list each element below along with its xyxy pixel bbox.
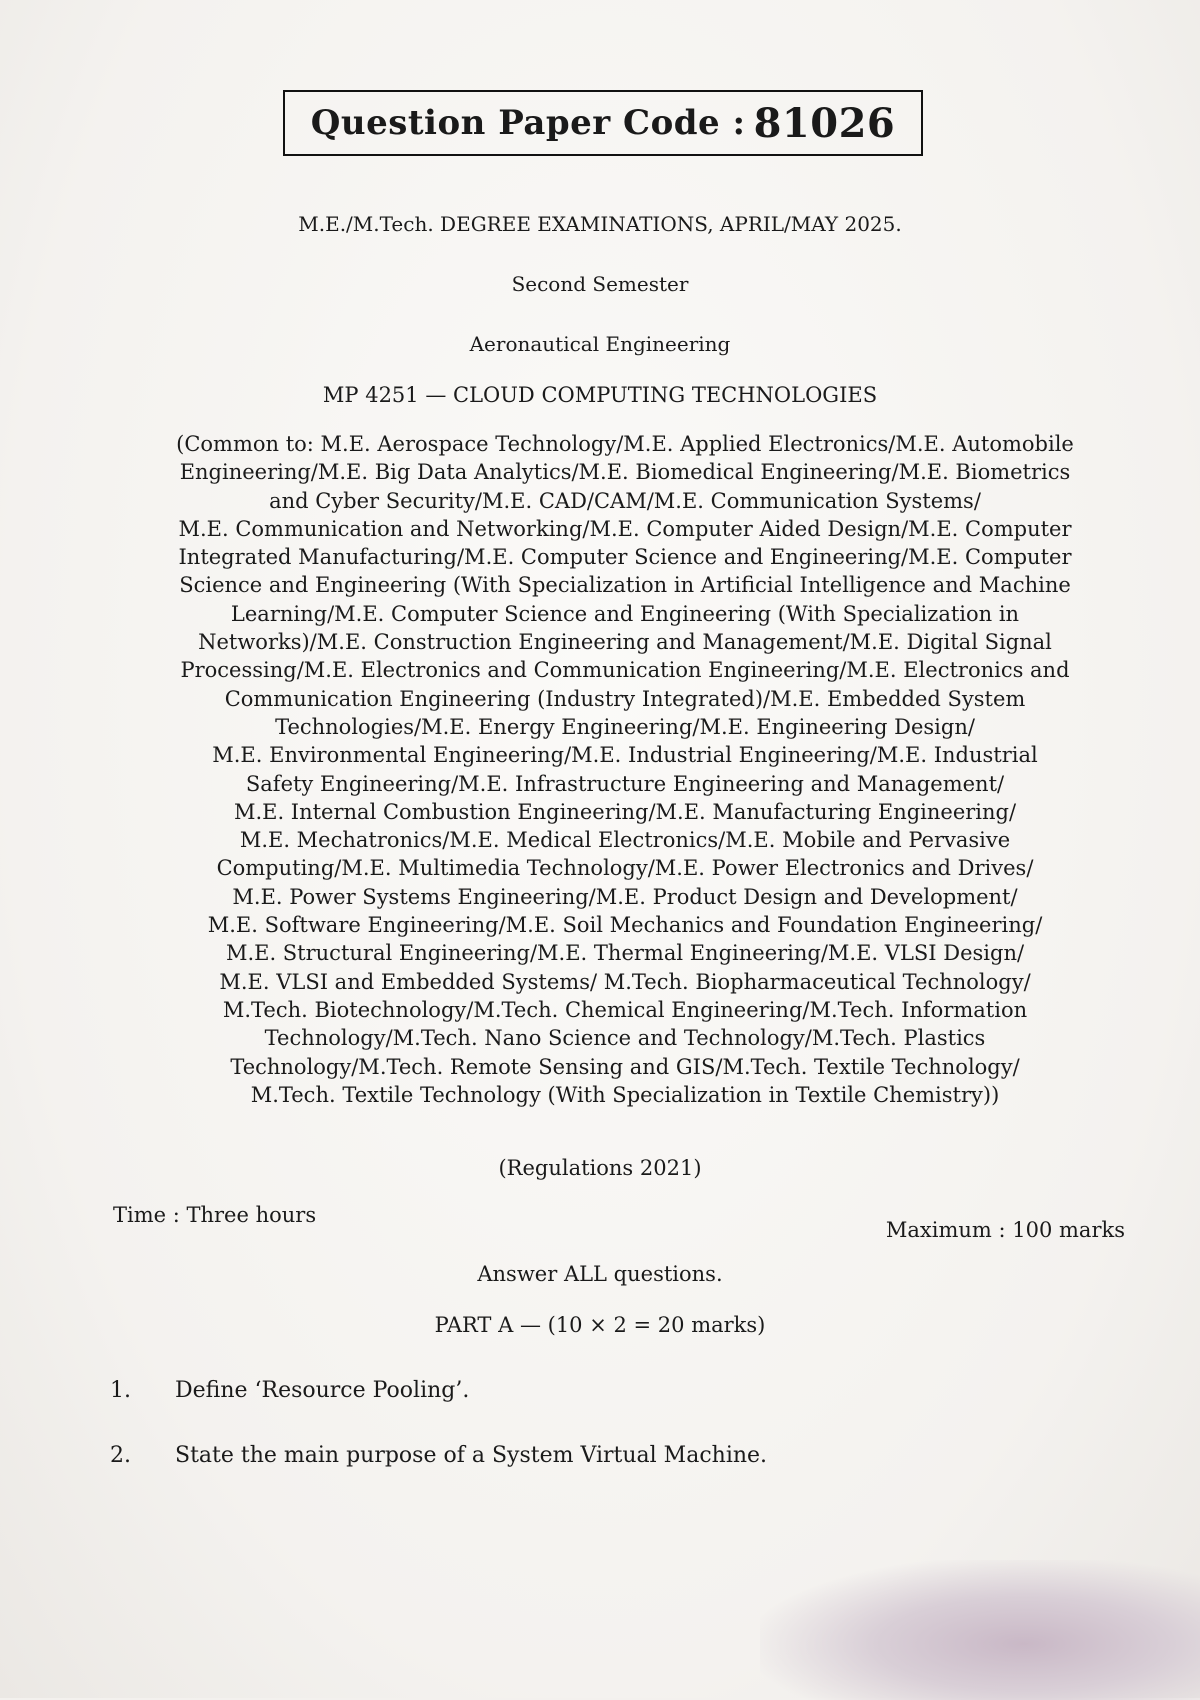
common-to-line: Technology/M.Tech. Nano Science and Technology/M.Tech. Plastics: [264, 1026, 986, 1051]
common-to-line: Science and Engineering (With Specialization in Artificial Intelligence and Machine: [179, 573, 1071, 598]
common-to-line: M.E. Internal Combustion Engineering/M.E. Manufacturing Engineering/: [233, 799, 1017, 824]
common-to-line: M.E. Communication and Networking/M.E. Computer Aided Design/M.E. Computer: [178, 516, 1072, 541]
common-to-line: M.E. Power Systems Engineering/M.E. Product Design and Development/: [232, 884, 1018, 909]
maximum-marks: Maximum : 100 marks: [885, 1218, 1125, 1242]
degree-title: M.E./M.Tech. DEGREE EXAMINATIONS, APRIL/MAY 2025.: [298, 212, 902, 236]
common-to-line: Engineering/M.E. Big Data Analytics/M.E. Biomedical Engineering/M.E. Biometrics: [179, 460, 1071, 485]
department: Aeronautical Engineering: [469, 332, 731, 356]
question-number: 1.: [110, 1378, 131, 1403]
common-to-line: Computing/M.E. Multimedia Technology/M.E. Power Electronics and Drives/: [216, 856, 1034, 881]
common-to-line: Integrated Manufacturing/M.E. Computer Science and Engineering/M.E. Computer: [178, 545, 1072, 570]
question-item: [110, 1378, 469, 1403]
question-paper-code-box: [283, 90, 923, 156]
semester: Second Semester: [511, 272, 689, 296]
code-value: 81026: [753, 99, 896, 147]
question-text: Define ‘Resource Pooling’.: [175, 1378, 470, 1403]
question-number: 2.: [110, 1443, 131, 1468]
scan-smudge: [760, 1560, 1200, 1700]
common-to-line: M.E. VLSI and Embedded Systems/ M.Tech. Biopharmaceutical Technology/: [219, 969, 1031, 994]
instruction: Answer ALL questions.: [477, 1262, 723, 1286]
common-to-line: M.E. Structural Engineering/M.E. Thermal Engineering/M.E. VLSI Design/: [225, 941, 1025, 966]
common-to-line: M.E. Mechatronics/M.E. Medical Electronics/M.E. Mobile and Pervasive: [239, 828, 1011, 853]
part-heading: PART A — (10 × 2 = 20 marks): [434, 1313, 766, 1337]
regulations: (Regulations 2021): [498, 1156, 702, 1180]
time-allowed: Time : Three hours: [113, 1203, 317, 1227]
code-label: Question Paper Code :: [310, 103, 746, 143]
common-to-line: Technology/M.Tech. Remote Sensing and GIS/M.Tech. Textile Technology/: [230, 1054, 1020, 1079]
common-to-line: M.Tech. Biotechnology/M.Tech. Chemical Engineering/M.Tech. Information: [222, 997, 1028, 1022]
common-to-line: Learning/M.E. Computer Science and Engineering (With Specialization in: [230, 601, 1020, 626]
common-to-list: [135, 430, 1115, 1109]
question-item: [110, 1443, 767, 1468]
common-to-line: Networks)/M.E. Construction Engineering and Management/M.E. Digital Signal: [198, 630, 1052, 655]
question-text: State the main purpose of a System Virtual Machine.: [175, 1443, 768, 1468]
common-to-line: (Common to: M.E. Aerospace Technology/M.E. Applied Electronics/M.E. Automobile: [176, 432, 1074, 456]
common-to-line: Technologies/M.E. Energy Engineering/M.E. Engineering Design/: [275, 714, 975, 739]
common-to-line: M.E. Environmental Engineering/M.E. Industrial Engineering/M.E. Industrial: [212, 743, 1038, 768]
common-to-line: and Cyber Security/M.E. CAD/CAM/M.E. Communication Systems/: [269, 488, 981, 513]
common-to-line: M.Tech. Textile Technology (With Specialization in Textile Chemistry)): [250, 1082, 1000, 1107]
subject-title: MP 4251 — CLOUD COMPUTING TECHNOLOGIES: [322, 383, 878, 407]
common-to-line: Safety Engineering/M.E. Infrastructure Engineering and Management/: [245, 771, 1005, 796]
common-to-line: Processing/M.E. Electronics and Communication Engineering/M.E. Electronics and: [180, 658, 1070, 683]
common-to-line: Communication Engineering (Industry Integrated)/M.E. Embedded System: [224, 686, 1026, 711]
common-to-line: M.E. Software Engineering/M.E. Soil Mechanics and Foundation Engineering/: [207, 913, 1043, 938]
